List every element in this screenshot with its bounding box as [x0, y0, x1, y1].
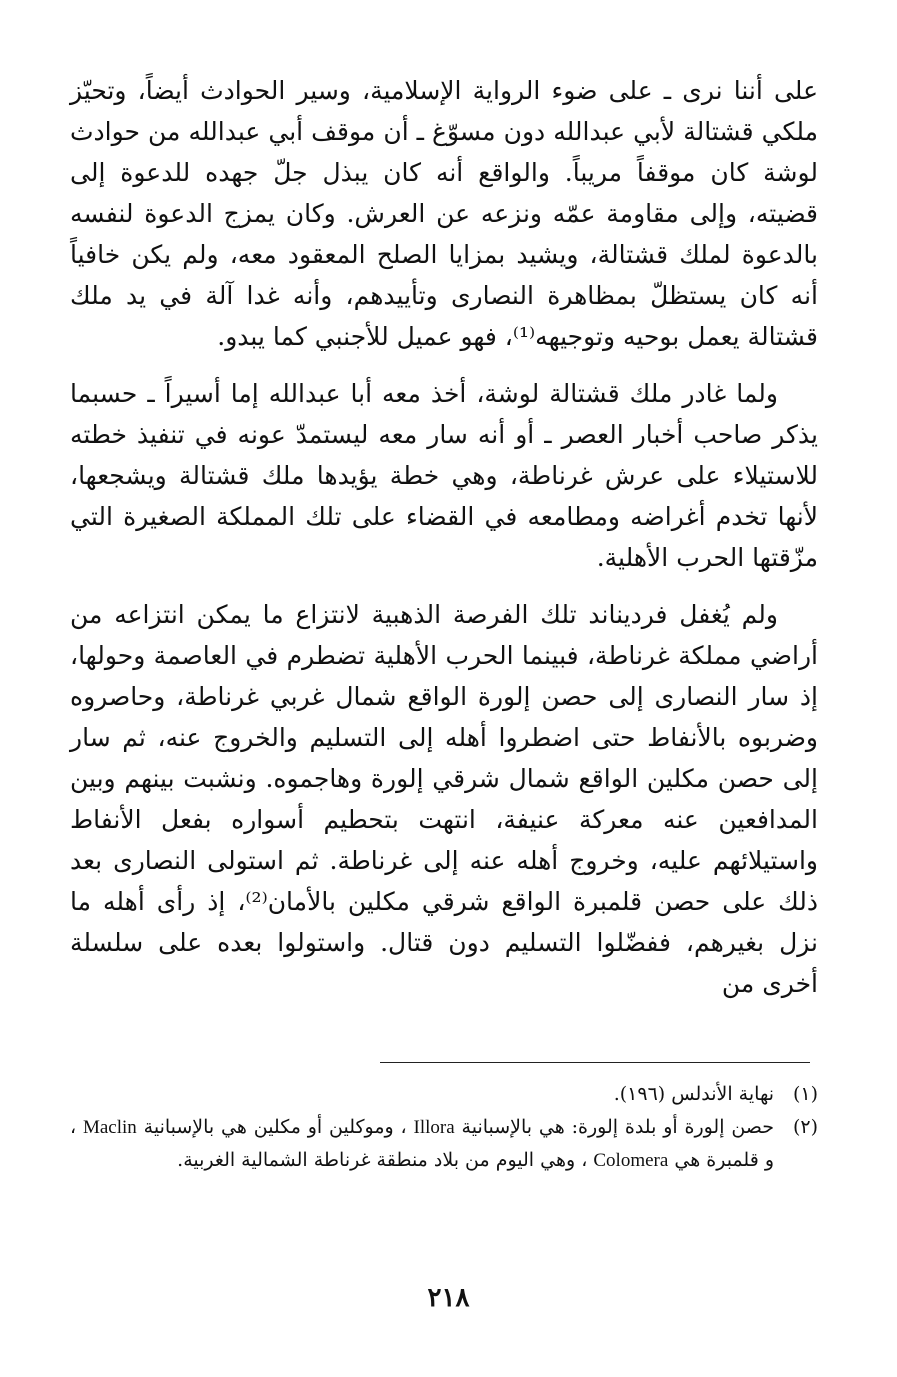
footnote-2-latin-colomera: Colomera: [593, 1150, 669, 1171]
footnote-2-text-part2: ، وموكلين أو مكلين هي بالإسبانية: [143, 1116, 407, 1138]
page-number: ٢١٨: [427, 1283, 470, 1313]
footnote-2-marker: (٢): [792, 1116, 818, 1138]
footnote-1-text: نهاية الأندلس (١٩٦).: [613, 1083, 774, 1105]
footnote-1-marker: (١): [792, 1083, 818, 1105]
footnotes: [70, 1078, 818, 1177]
paragraph-2: ولما غادر ملك قشتالة لوشة، أخذ معه أبا عبدالله إما أسيراً ـ حسبما يذكر صاحب أخبار العصر ـ أو أنه سار معه ليستمدّ عونه في تنفيذ خطته للاستيلاء على عرش غرناطة، وهي خطة يؤيدها ملك قشتالة ويشجعها، لأنها تخدم أغراضه ومطامعه في القضاء على تلك المملكة الصغيرة التي مزّقتها الحرب الأهلية.: [70, 379, 818, 572]
page-body: [70, 70, 818, 1020]
footnote-2-latin-maclin: Maclin: [82, 1117, 137, 1138]
paragraph-3: ولم يُغفل فرديناند تلك الفرصة الذهبية لانتزاع ما يمكن انتزاعه من أراضي مملكة غرناطة، فبينما الحرب الأهلية تضطرم في العاصمة وحولها، إذ سار النصارى إلى حصن إلورة الواقع شمال غربي غرناطة، وحاصروه وضربوه بالأنفاط حتى اضطروا أهله إلى التسليم والخروج عنه، ثم سار إلى حصن مكلين الواقع شمال شرقي إلورة وهاجموه. ونشبت بينهم وبين المدافعين عنه معركة عنيفة، انتهت بتحطيم أسواره بفعل الأنفاط واستيلائهم عليه، وخروج أهله عنه إلى غرناطة. ثم استولى النصارى بعد ذلك على حصن قلمبرة الواقع شرقي مكلين بالأمان⁽²⁾، إذ رأى أهله ما نزل بغيرهم، ففضّلوا التسليم دون قتال. واستولوا بعده على سلسلة أخرى من: [70, 600, 818, 998]
main-text: [70, 70, 818, 1004]
footnote-2-text-part3: ، و قلمبرة هي: [70, 1116, 774, 1171]
footnote-2-text: [70, 1111, 774, 1177]
paragraph-1: على أننا نرى ـ على ضوء الرواية الإسلامية، وسير الحوادث أيضاً، وتحيّز ملكي قشتالة لأبي عبدالله دون مسوّغ ـ أن موقف أبي عبدالله من حوادث لوشة كان موقفاً مريباً. والواقع أنه كان يبذل جلّ جهده للدعوة إلى قضيته، وإلى مقاومة عمّه ونزعه عن العرش. وكان يمزج الدعوة لنفسه بالدعوة لملك قشتالة، ويشيد بمزايا الصلح المعقود معه، ولم يكن خافياً أنه كان يستظلّ بمظاهرة النصارى وتأييدهم، وأنه غدا آلة في يد ملك قشتالة يعمل بوحيه وتوجيهه⁽¹⁾، فهو عميل للأجنبي كما يبدو.: [70, 76, 818, 351]
footnote-2: [70, 1111, 818, 1177]
footnote-1: [70, 1078, 818, 1111]
footnote-2-latin-illora: Illora: [413, 1117, 455, 1138]
footnote-separator: [380, 1062, 810, 1063]
footnote-2-text-part1: حصن إلورة أو بلدة إلورة: هي بالإسبانية: [461, 1116, 775, 1138]
footnote-2-text-part4: ، وهي اليوم من بلاد منطقة غرناطة الشمالية الغربية.: [177, 1149, 588, 1171]
